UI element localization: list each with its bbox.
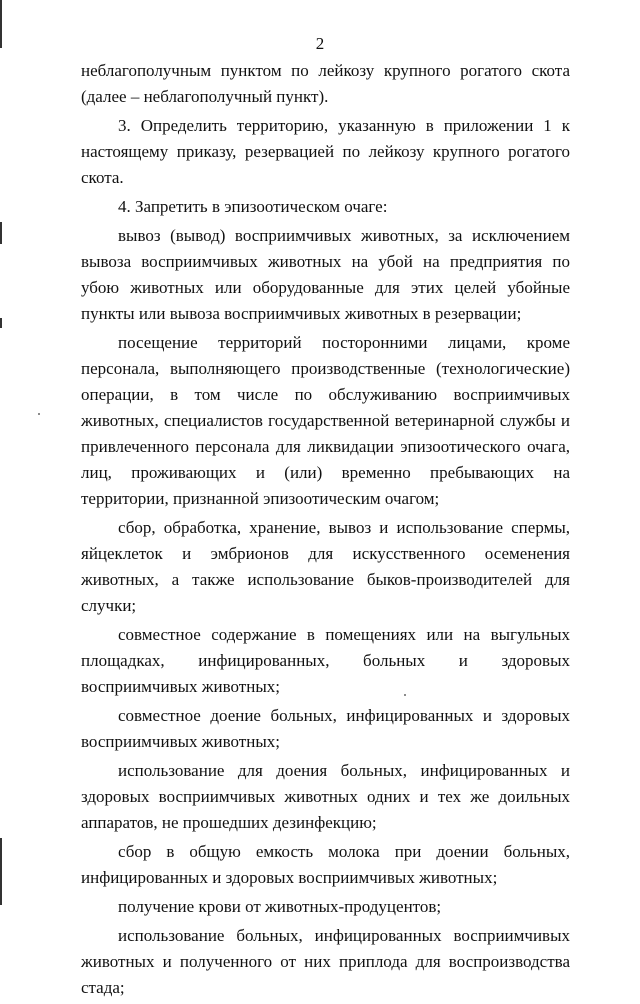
prohibition-item: совместное содержание в помещениях или на выгульных площадках, инфицированных, больных и здоровых восприимчивых животных;	[81, 625, 570, 696]
prohibition-item: использование для доения больных, инфицированных и здоровых восприимчивых животных одних и тех же доильных аппаратов, не прошедших дезинфекцию;	[81, 761, 570, 832]
prohibition-item: сбор, обработка, хранение, вывоз и использование спермы, яйцеклеток и эмбрионов для искусственного осеменения животных, а также использование быков-производителей для случки;	[81, 518, 570, 615]
document-body	[81, 58, 570, 1004]
prohibition-item: совместное доение больных, инфицированных и здоровых восприимчивых животных;	[81, 706, 570, 751]
prohibition-item: получение крови от животных-продуцентов;	[118, 897, 442, 916]
prohibition-item: сбор в общую емкость молока при доении больных, инфицированных и здоровых восприимчивых животных;	[81, 842, 570, 887]
scan-edge-mark	[0, 222, 2, 244]
paragraph-item-4: 4. Запретить в эпизоотическом очаге:	[118, 197, 388, 216]
paragraph-item-3: 3. Определить территорию, указанную в приложении 1 к настоящему приказу, резервацией по лейкозу крупного рогатого скота.	[81, 116, 570, 187]
scan-speck	[38, 413, 40, 415]
prohibition-item: посещение территорий посторонними лицами, кроме персонала, выполняющего производственные (технологические) операции, в том числе по обслуживанию восприимчивых животных, специалистов государственной ветеринарной службы и привлеченного персонала для ликвидации эпизоотического очага, лиц, проживающих и (или) временно пребывающих на территории, признанной эпизоотическим очагом;	[81, 333, 570, 508]
page-number: 2	[315, 34, 325, 53]
prohibition-item: использование больных, инфицированных восприимчивых животных и полученного от них приплода для воспроизводства стада;	[81, 926, 570, 997]
prohibition-item: вывоз (вывод) восприимчивых животных, за исключением вывоза восприимчивых животных на убой на предприятия по убою животных или оборудованные для этих целей убойные пункты или вывоза восприимчивых животных в резервации;	[81, 226, 570, 323]
scan-edge-mark	[0, 318, 2, 328]
paragraph-continuation: неблагополучным пунктом по лейкозу крупного рогатого скота (далее – неблагополучный пункт).	[81, 61, 570, 106]
scan-edge-mark	[0, 838, 2, 905]
